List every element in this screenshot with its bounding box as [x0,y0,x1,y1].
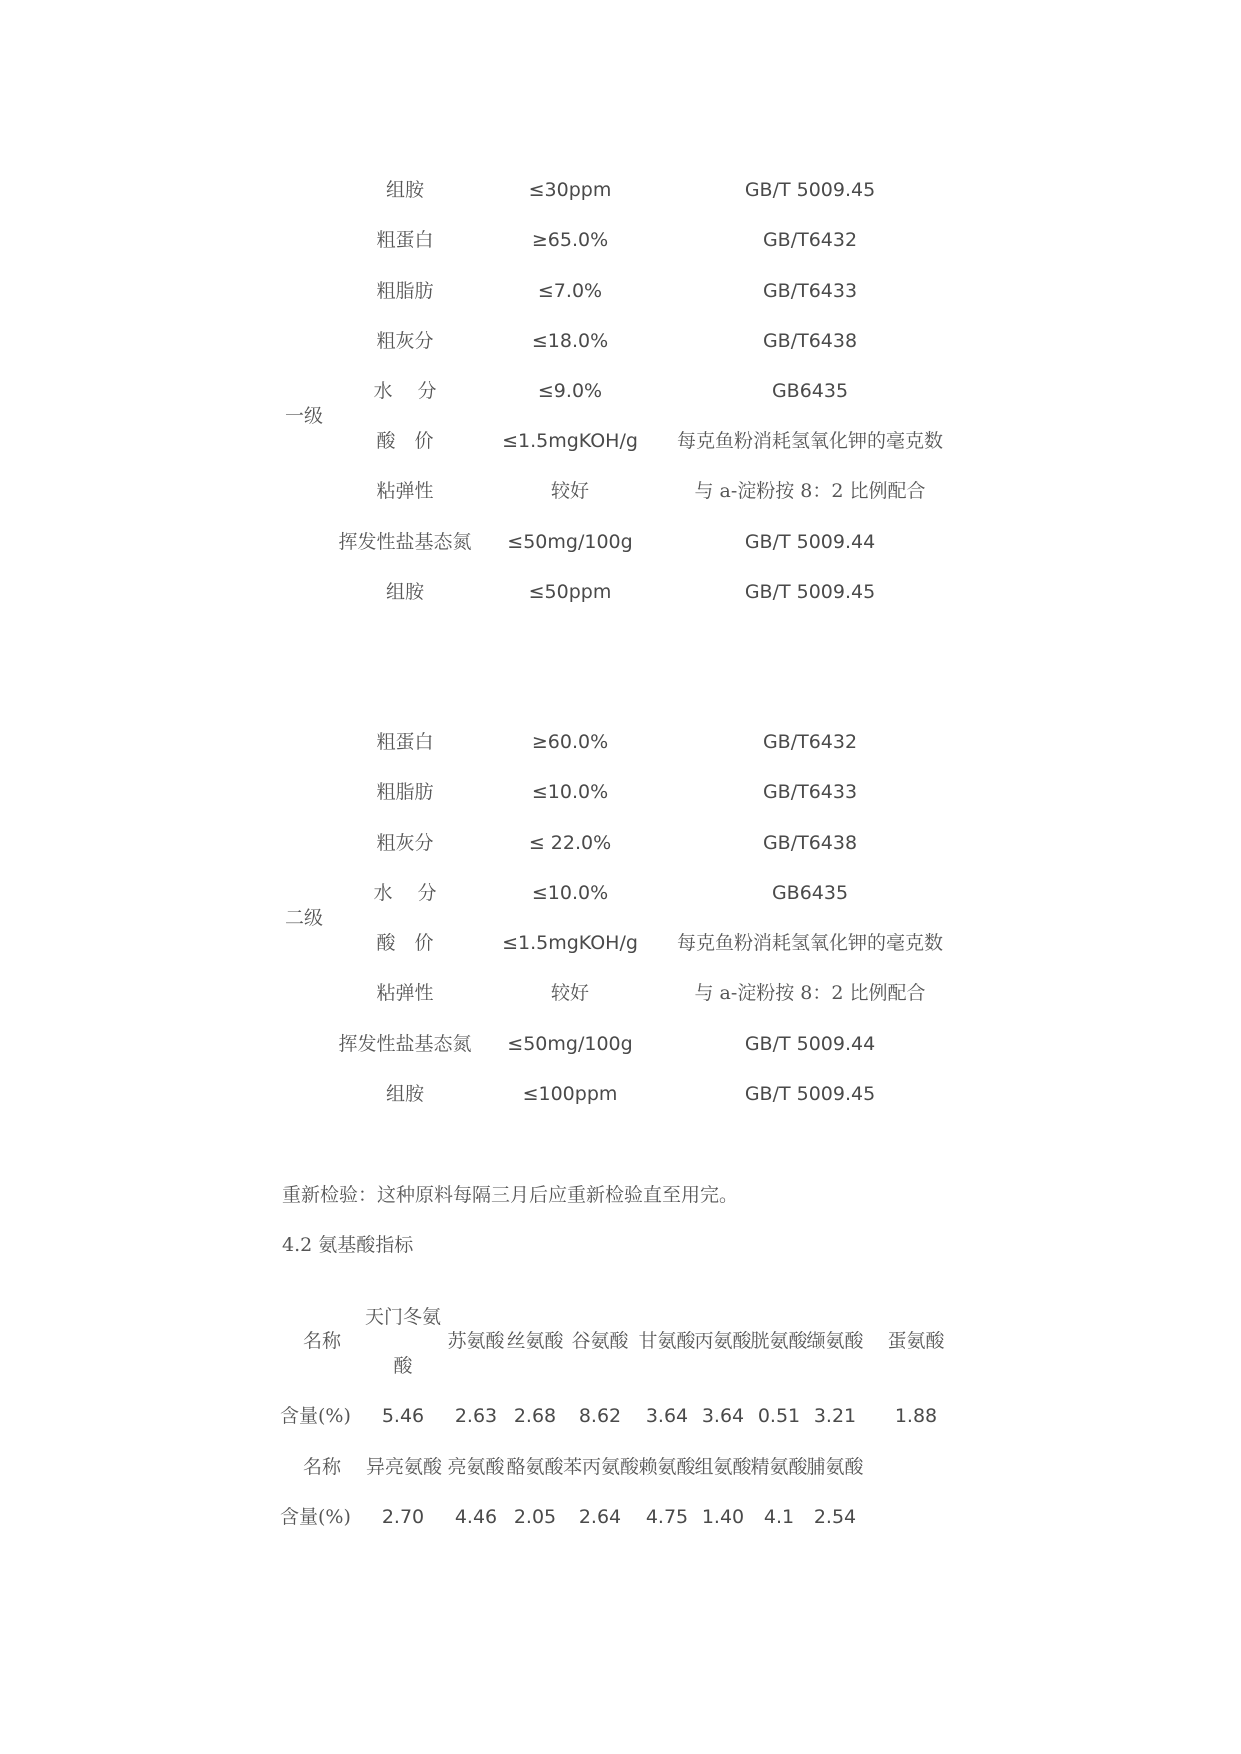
grade1-row5-value: ≤1.5mgKOH/g [502,430,638,452]
aa-row4-value-1: 4.46 [454,1506,498,1528]
aa-row1-name-6: 胱氨酸 [750,1330,808,1352]
grade1-row0-method: GB/T 5009.45 [744,179,876,201]
aa-row2-value-7: 3.21 [813,1405,857,1427]
grade2-row2-method: GB/T6438 [762,832,858,854]
grade1-row3-method: GB/T6438 [762,330,858,352]
aa-row2-value-3: 8.62 [578,1405,622,1427]
grade1-row5-method: 每克鱼粉消耗氢氧化钾的毫克数 [676,430,943,452]
grade2-row2-name: 粗灰分 [376,832,434,854]
grade1-row1-name: 粗蛋白 [376,229,434,251]
grade2-row4-method: 每克鱼粉消耗氢氧化钾的毫克数 [676,932,943,954]
grade2-row6-method: GB/T 5009.44 [744,1033,876,1055]
aa-row2-value-6: 0.51 [757,1405,801,1427]
aa-row4-header: 含量(%) [280,1506,351,1528]
aa-row2-value-0: 5.46 [381,1405,425,1427]
aa-row3-name-0: 异亮氨酸 [365,1456,442,1478]
grade2-label: 二级 [285,907,324,929]
aa-row3-name-1: 亮氨酸 [447,1456,505,1478]
aa-row1-name-3: 谷氨酸 [571,1330,629,1352]
grade2-row6-value: ≤50mg/100g [507,1033,633,1055]
aa-row3-name-4: 赖氨酸 [638,1456,696,1478]
grade1-row4-name: 水 分 [373,380,437,402]
grade2-row5-method: 与 a-淀粉按 8：2 比例配合 [694,982,926,1004]
grade1-label: 一级 [285,405,324,427]
grade1-row0-name: 组胺 [385,179,424,201]
aa-row4-value-2: 2.05 [513,1506,557,1528]
grade2-row2-value: ≤ 22.0% [528,832,612,854]
grade2-row1-name: 粗脂肪 [376,781,434,803]
aa-row1-name-0: 天门冬氨 [364,1306,441,1328]
grade1-row7-method: GB/T 5009.44 [744,531,876,553]
aa-row1-name-5: 丙氨酸 [694,1330,752,1352]
grade2-row0-method: GB/T6432 [762,731,858,753]
grade2-row0-value: ≥60.0% [531,731,609,753]
aa-row2-value-2: 2.68 [513,1405,557,1427]
grade1-row7-name: 挥发性盐基态氮 [338,531,472,553]
aa-row3-name-5: 组氨酸 [694,1456,752,1478]
grade1-row2-name: 粗脂肪 [376,280,434,302]
grade1-row6-value: 较好 [550,480,589,502]
grade2-row3-name: 水 分 [373,882,437,904]
grade2-row4-name: 酸 价 [376,932,434,954]
aa-row4-value-0: 2.70 [381,1506,425,1528]
grade1-row4-value: ≤9.0% [537,380,603,402]
grade1-row8-name: 组胺 [385,581,424,603]
aa-row1-name-4: 甘氨酸 [638,1330,696,1352]
grade2-row6-name: 挥发性盐基态氮 [338,1033,472,1055]
section-title: 4.2 氨基酸指标 [282,1234,414,1256]
aa-row2-value-1: 2.63 [454,1405,498,1427]
aa-row4-value-5: 1.40 [701,1506,745,1528]
retest-note: 重新检验：这种原料每隔三月后应重新检验直至用完。 [282,1184,739,1206]
aa-row1-name-0-cont: 酸 [393,1355,413,1377]
grade1-row3-name: 粗灰分 [376,330,434,352]
aa-row4-value-4: 4.75 [645,1506,689,1528]
grade1-row3-value: ≤18.0% [531,330,609,352]
grade1-row1-method: GB/T6432 [762,229,858,251]
aa-row2-value-4: 3.64 [645,1405,689,1427]
grade2-row7-method: GB/T 5009.45 [744,1083,876,1105]
aa-row2-value-8: 1.88 [894,1405,938,1427]
grade2-row1-value: ≤10.0% [531,781,609,803]
grade1-row6-method: 与 a-淀粉按 8：2 比例配合 [694,480,926,502]
aa-row1-name-7: 缬氨酸 [806,1330,864,1352]
grade2-row1-method: GB/T6433 [762,781,858,803]
grade1-row0-value: ≤30ppm [528,179,612,201]
aa-row1-name-8: 蛋氨酸 [887,1330,945,1352]
aa-row2-header: 含量(%) [280,1405,351,1427]
aa-row1-name-2: 丝氨酸 [506,1330,564,1352]
aa-row4-value-3: 2.64 [578,1506,622,1528]
aa-row3-header: 名称 [302,1456,341,1478]
grade2-row3-value: ≤10.0% [531,882,609,904]
aa-row1-header: 名称 [302,1330,341,1352]
aa-row1-name-1: 苏氨酸 [447,1330,505,1352]
grade2-row5-value: 较好 [550,982,589,1004]
aa-row4-value-6: 4.1 [763,1506,795,1528]
grade1-row8-method: GB/T 5009.45 [744,581,876,603]
grade2-row7-name: 组胺 [385,1083,424,1105]
grade2-row3-method: GB6435 [771,882,849,904]
aa-row3-name-7: 脯氨酸 [806,1456,864,1478]
aa-row3-name-6: 精氨酸 [750,1456,808,1478]
grade1-row1-value: ≥65.0% [531,229,609,251]
aa-row3-name-3: 苯丙氨酸 [563,1456,640,1478]
grade1-row7-value: ≤50mg/100g [507,531,633,553]
grade1-row6-name: 粘弹性 [376,480,434,502]
grade2-row0-name: 粗蛋白 [376,731,434,753]
aa-row2-value-5: 3.64 [701,1405,745,1427]
grade1-row8-value: ≤50ppm [528,581,612,603]
grade1-row4-method: GB6435 [771,380,849,402]
grade2-row5-name: 粘弹性 [376,982,434,1004]
aa-row3-name-2: 酪氨酸 [506,1456,564,1478]
grade2-row7-value: ≤100ppm [522,1083,618,1105]
grade1-row2-value: ≤7.0% [537,280,603,302]
grade1-row2-method: GB/T6433 [762,280,858,302]
grade1-row5-name: 酸 价 [376,430,434,452]
aa-row4-value-7: 2.54 [813,1506,857,1528]
grade2-row4-value: ≤1.5mgKOH/g [502,932,638,954]
